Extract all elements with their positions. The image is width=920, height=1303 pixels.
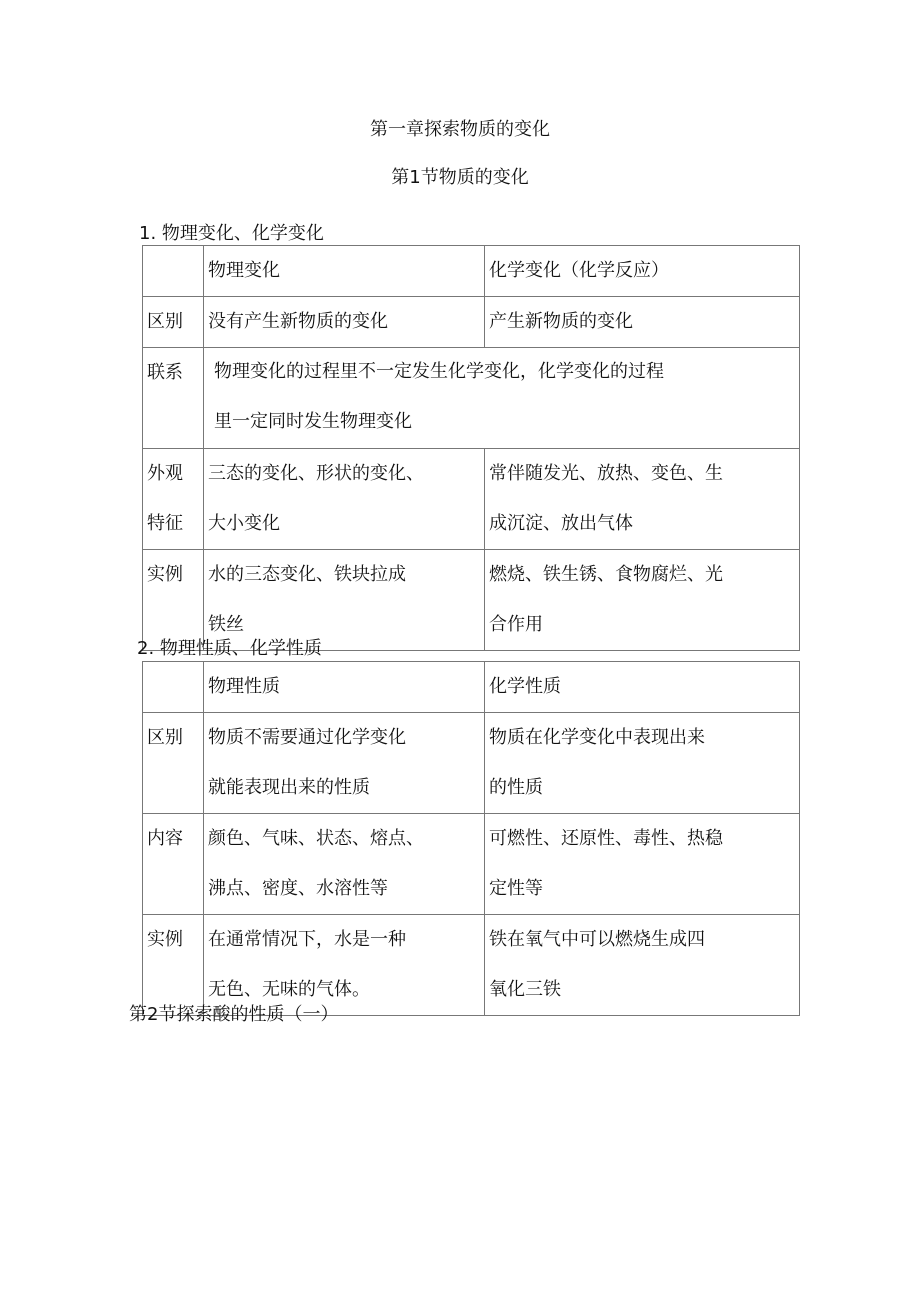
- chemical-cell: [485, 814, 800, 915]
- cell-line: 颜色、气味、状态、熔点、: [208, 828, 424, 849]
- table2-header-physical: 物理性质: [204, 662, 485, 713]
- cell-line: 定性等: [489, 878, 543, 899]
- cell-line: 沸点、密度、水溶性等: [208, 878, 388, 899]
- row-label: 实例: [143, 550, 204, 651]
- cell-line: 的性质: [489, 777, 543, 798]
- cell-line: 可燃性、还原性、毒性、热稳: [489, 828, 723, 849]
- chemical-cell: [485, 915, 800, 1016]
- cell-line: 燃烧、铁生锈、食物腐烂、光: [489, 564, 723, 585]
- row-label: [143, 449, 204, 550]
- table1-corner-cell: [143, 246, 204, 297]
- physical-cell: [204, 814, 485, 915]
- cell-line: 成沉淀、放出气体: [489, 513, 633, 534]
- table1-header-physical: 物理变化: [204, 246, 485, 297]
- relation-span-cell: [204, 348, 800, 449]
- table1: [142, 245, 800, 651]
- row-label: 区别: [143, 297, 204, 348]
- physical-cell: [204, 449, 485, 550]
- row-label: 联系: [143, 348, 204, 449]
- table1-header-row: [143, 246, 800, 297]
- row-label: 内容: [143, 814, 204, 915]
- cell-line: 氧化三铁: [489, 979, 561, 1000]
- cell-line: 铁在氧气中可以燃烧生成四: [489, 929, 705, 950]
- table2: [142, 661, 800, 1016]
- cell-line: 大小变化: [208, 513, 280, 534]
- chemical-cell: 产生新物质的变化: [485, 297, 800, 348]
- row-label: 实例: [143, 915, 204, 1016]
- cell-line: 铁丝: [208, 614, 244, 635]
- table1-row-example: [143, 550, 800, 651]
- physical-cell: 没有产生新物质的变化: [204, 297, 485, 348]
- section1-title: 第1节物质的变化: [391, 167, 529, 188]
- cell-line: 特征: [147, 513, 183, 534]
- table2-row-example: [143, 915, 800, 1016]
- table2-row-content: [143, 814, 800, 915]
- table2-row-difference: [143, 713, 800, 814]
- section2-title: 第2节探索酸的性质（一）: [129, 1004, 339, 1025]
- cell-line: 里一定同时发生物理变化: [214, 411, 412, 432]
- physical-cell: [204, 713, 485, 814]
- cell-line: 物质在化学变化中表现出来: [489, 727, 705, 748]
- chemical-cell: [485, 550, 800, 651]
- physical-cell: [204, 915, 485, 1016]
- table1-heading: 1. 物理变化、化学变化: [139, 223, 324, 244]
- chemical-cell: [485, 449, 800, 550]
- cell-line: 在通常情况下，水是一种: [208, 929, 406, 950]
- table2-header-chemical: 化学性质: [485, 662, 800, 713]
- cell-line: 外观: [147, 463, 183, 484]
- chemical-cell: [485, 713, 800, 814]
- row-label: 区别: [143, 713, 204, 814]
- cell-line: 水的三态变化、铁块拉成: [208, 564, 406, 585]
- cell-line: 物理变化的过程里不一定发生化学变化，化学变化的过程: [214, 361, 664, 382]
- table2-header-row: [143, 662, 800, 713]
- physical-cell: [204, 550, 485, 651]
- cell-line: 无色、无味的气体。: [208, 979, 370, 1000]
- chapter-title: 第一章探索物质的变化: [370, 119, 550, 140]
- cell-line: 合作用: [489, 614, 543, 635]
- table2-corner-cell: [143, 662, 204, 713]
- table1-row-relation: [143, 348, 800, 449]
- table1-row-difference: [143, 297, 800, 348]
- table1-header-chemical: 化学变化（化学反应）: [485, 246, 800, 297]
- table1-row-appearance: [143, 449, 800, 550]
- cell-line: 物质不需要通过化学变化: [208, 727, 406, 748]
- table2-heading: 2. 物理性质、化学性质: [137, 638, 322, 659]
- cell-line: 就能表现出来的性质: [208, 777, 370, 798]
- cell-line: 常伴随发光、放热、变色、生: [489, 463, 723, 484]
- cell-line: 三态的变化、形状的变化、: [208, 463, 424, 484]
